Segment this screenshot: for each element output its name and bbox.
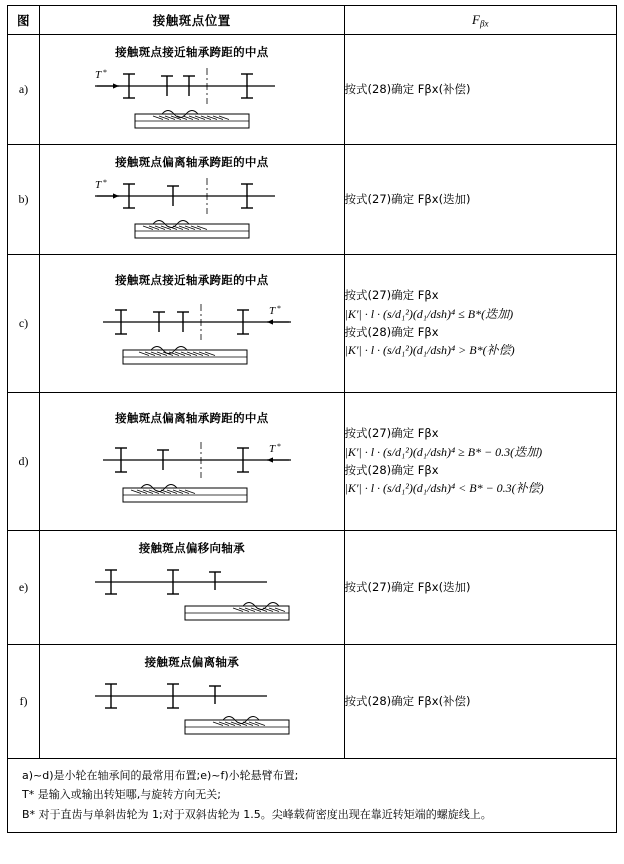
row-position-d [40,393,345,531]
shaft-diagram-e [67,560,317,636]
header-figure-label: 图 [17,13,31,28]
header-position-label: 接触斑点位置 [152,13,231,28]
shaft-diagram-a [67,64,317,136]
table-row [8,255,617,393]
svg-text:T: T [268,442,275,455]
note-line: a)~d)是小轮在轴承间的最常用布置;e)~f)小轮悬臂布置; [22,769,299,782]
row-position-c [40,255,345,393]
row-position-f [40,645,345,759]
fjb-formula-line: 按式(28)确定 Fβx [344,462,439,477]
table-row [8,35,617,145]
table-row [8,393,617,531]
row-fjb-b [344,145,616,255]
fjb-formula-line: |K'| · l · (s/d₁²)(d₁/dsh)⁴ ≥ B* − 0.3(迭加) [344,444,543,459]
row-fjb-e [344,531,616,645]
row-label-e: e) [8,531,40,645]
svg-text:*: * [276,441,281,451]
row-label-a: a) [8,35,40,145]
row-title-d: 接触斑点偏离轴承跨距的中点 [115,410,269,425]
svg-text:*: * [102,67,107,77]
table-notes [7,759,617,833]
table-body [8,35,617,759]
fjb-formula-line: 按式(27)确定 Fβx [344,288,439,303]
row-title-b: 接触斑点偏离轴承跨距的中点 [115,154,269,169]
shaft-diagram-b [67,174,317,246]
header-figure [8,6,40,35]
table-header [8,6,617,35]
fjb-formula-line: |K'| · l · (s/d₁²)(d₁/dsh)⁴ > B*(补偿) [344,343,515,358]
header-fjb-subscript: βx [480,18,489,29]
row-label-b: b) [8,145,40,255]
svg-text:T: T [94,68,101,81]
row-fjb-a [344,35,616,145]
fjb-formula-line: |K'| · l · (s/d₁²)(d₁/dsh)⁴ < B* − 0.3(补偿) [344,481,544,496]
table-row [8,645,617,759]
note-line: B* 对于直齿与单斜齿轮为 1;对于双斜齿轮为 1.5。尖峰载荷密度出现在靠近转矩端的螺旋线上。 [22,807,492,821]
row-title-e: 接触斑点偏移向轴承 [138,540,245,555]
fjb-formula-line: 按式(27)确定 Fβx [344,426,439,441]
row-fjb-c [344,255,616,393]
header-position [40,6,345,35]
row-title-a: 接触斑点接近轴承跨距的中点 [115,44,269,59]
shaft-diagram-c [67,292,317,376]
fjb-formula-line: 按式(27)确定 Fβx(迭加) [344,191,471,206]
svg-text:*: * [102,177,107,187]
fjb-formula-line: |K'| · l · (s/d₁²)(d₁/dsh)⁴ ≤ B*(迭加) [344,306,514,321]
header-fjb-label: F [472,11,480,27]
shaft-diagram-d [67,430,317,514]
header-fjb [344,6,616,35]
svg-text:T: T [268,304,275,317]
row-label-c: c) [8,255,40,393]
row-position-a [40,35,345,145]
row-position-e [40,531,345,645]
shaft-diagram-f [67,674,317,750]
row-position-b [40,145,345,255]
note-line: T* 是输入或输出转矩哪,与旋转方向无关; [22,788,221,802]
svg-text:T: T [94,178,101,191]
table-header-row [8,6,617,35]
table-row [8,531,617,645]
row-fjb-f [344,645,616,759]
fjb-formula-line: 按式(28)确定 Fβx(补偿) [344,81,471,96]
row-fjb-d [344,393,616,531]
table-row [8,145,617,255]
fjb-formula-line: 按式(27)确定 Fβx(迭加) [344,579,471,594]
document-page [0,5,624,864]
row-title-f: 接触斑点偏离轴承 [144,654,239,669]
fjb-formula-line: 按式(28)确定 Fβx(补偿) [344,693,471,708]
svg-text:*: * [276,303,281,313]
row-title-c: 接触斑点接近轴承跨距的中点 [115,272,269,287]
row-label-d: d) [8,393,40,531]
contact-pattern-table [7,5,617,759]
fjb-formula-line: 按式(28)确定 Fβx [344,324,439,339]
row-label-f: f) [8,645,40,759]
